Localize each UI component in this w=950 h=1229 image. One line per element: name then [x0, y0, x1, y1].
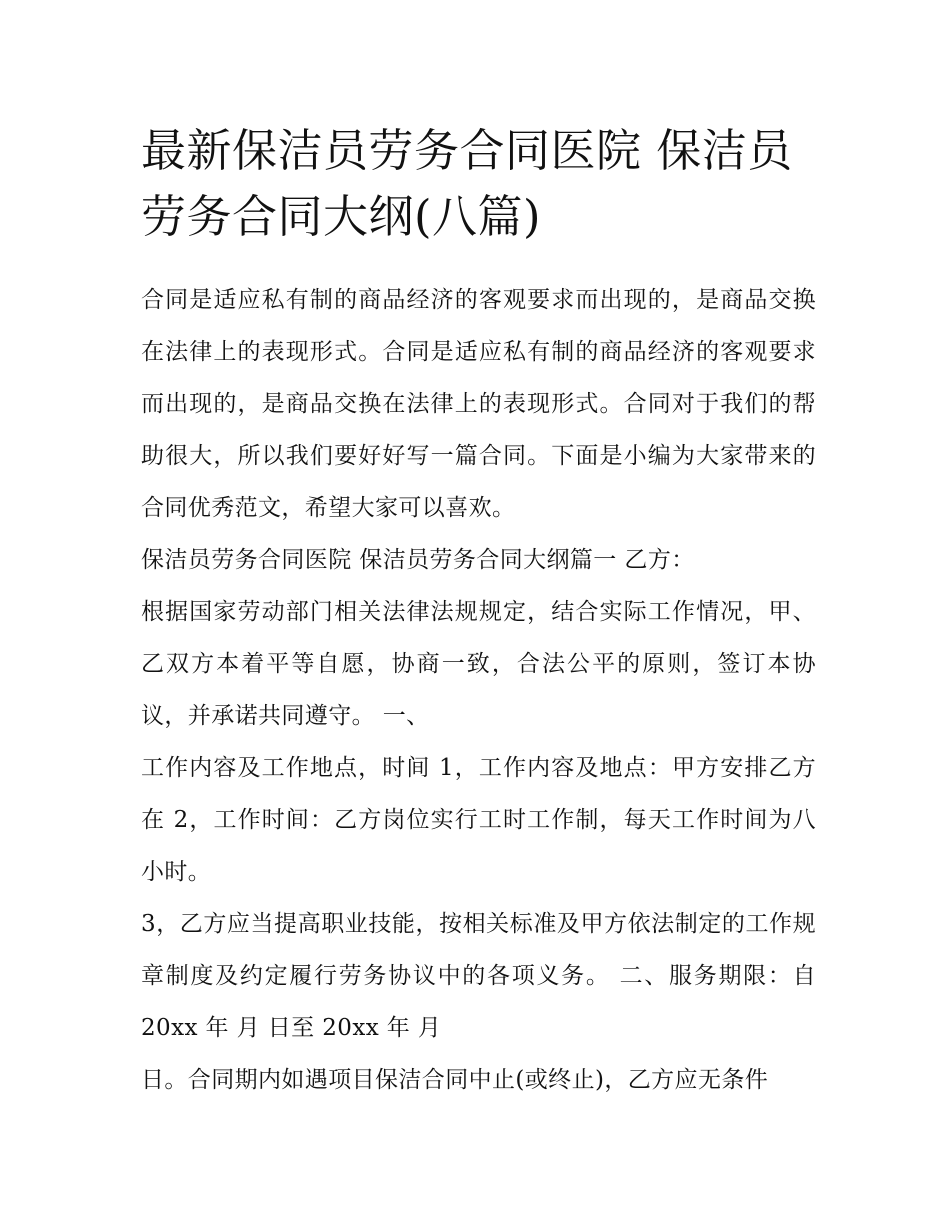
paragraph-term: 日。合同期内如遇项目保洁合同中止(或终止)，乙方应无条件	[141, 1067, 769, 1093]
paragraph-section-heading: 保洁员劳务合同医院 保洁员劳务合同大纲篇一 乙方：	[141, 547, 695, 573]
document-body	[141, 274, 816, 1106]
paragraph-work-content: 工作内容及工作地点，时间 1，工作内容及地点：甲方安排乙方在 2，工作时间：乙方岗位实行工时工作制，每天工作时间为八小时。	[141, 755, 816, 885]
paragraph-duties: 3，乙方应当提高职业技能，按相关标准及甲方依法制定的工作规章制度及约定履行劳务协议中的各项义务。 二、服务期限：自 20xx 年 月 日至 20xx 年 月	[141, 911, 816, 1041]
paragraph-intro: 合同是适应私有制的商品经济的客观要求而出现的，是商品交换在法律上的表现形式。合同是适应私有制的商品经济的客观要求而出现的，是商品交换在法律上的表现形式。合同对于我们的帮助很大，所以我们要好好写一篇合同。下面是小编为大家带来的合同优秀范文，希望大家可以喜欢。	[141, 287, 816, 521]
paragraph-preamble: 根据国家劳动部门相关法律法规规定，结合实际工作情况，甲、乙双方本着平等自愿，协商一致，合法公平的原则，签订本协议，并承诺共同遵守。 一、	[141, 599, 816, 729]
document-title: 最新保洁员劳务合同医院 保洁员劳务合同大纲(八篇)	[141, 124, 793, 243]
